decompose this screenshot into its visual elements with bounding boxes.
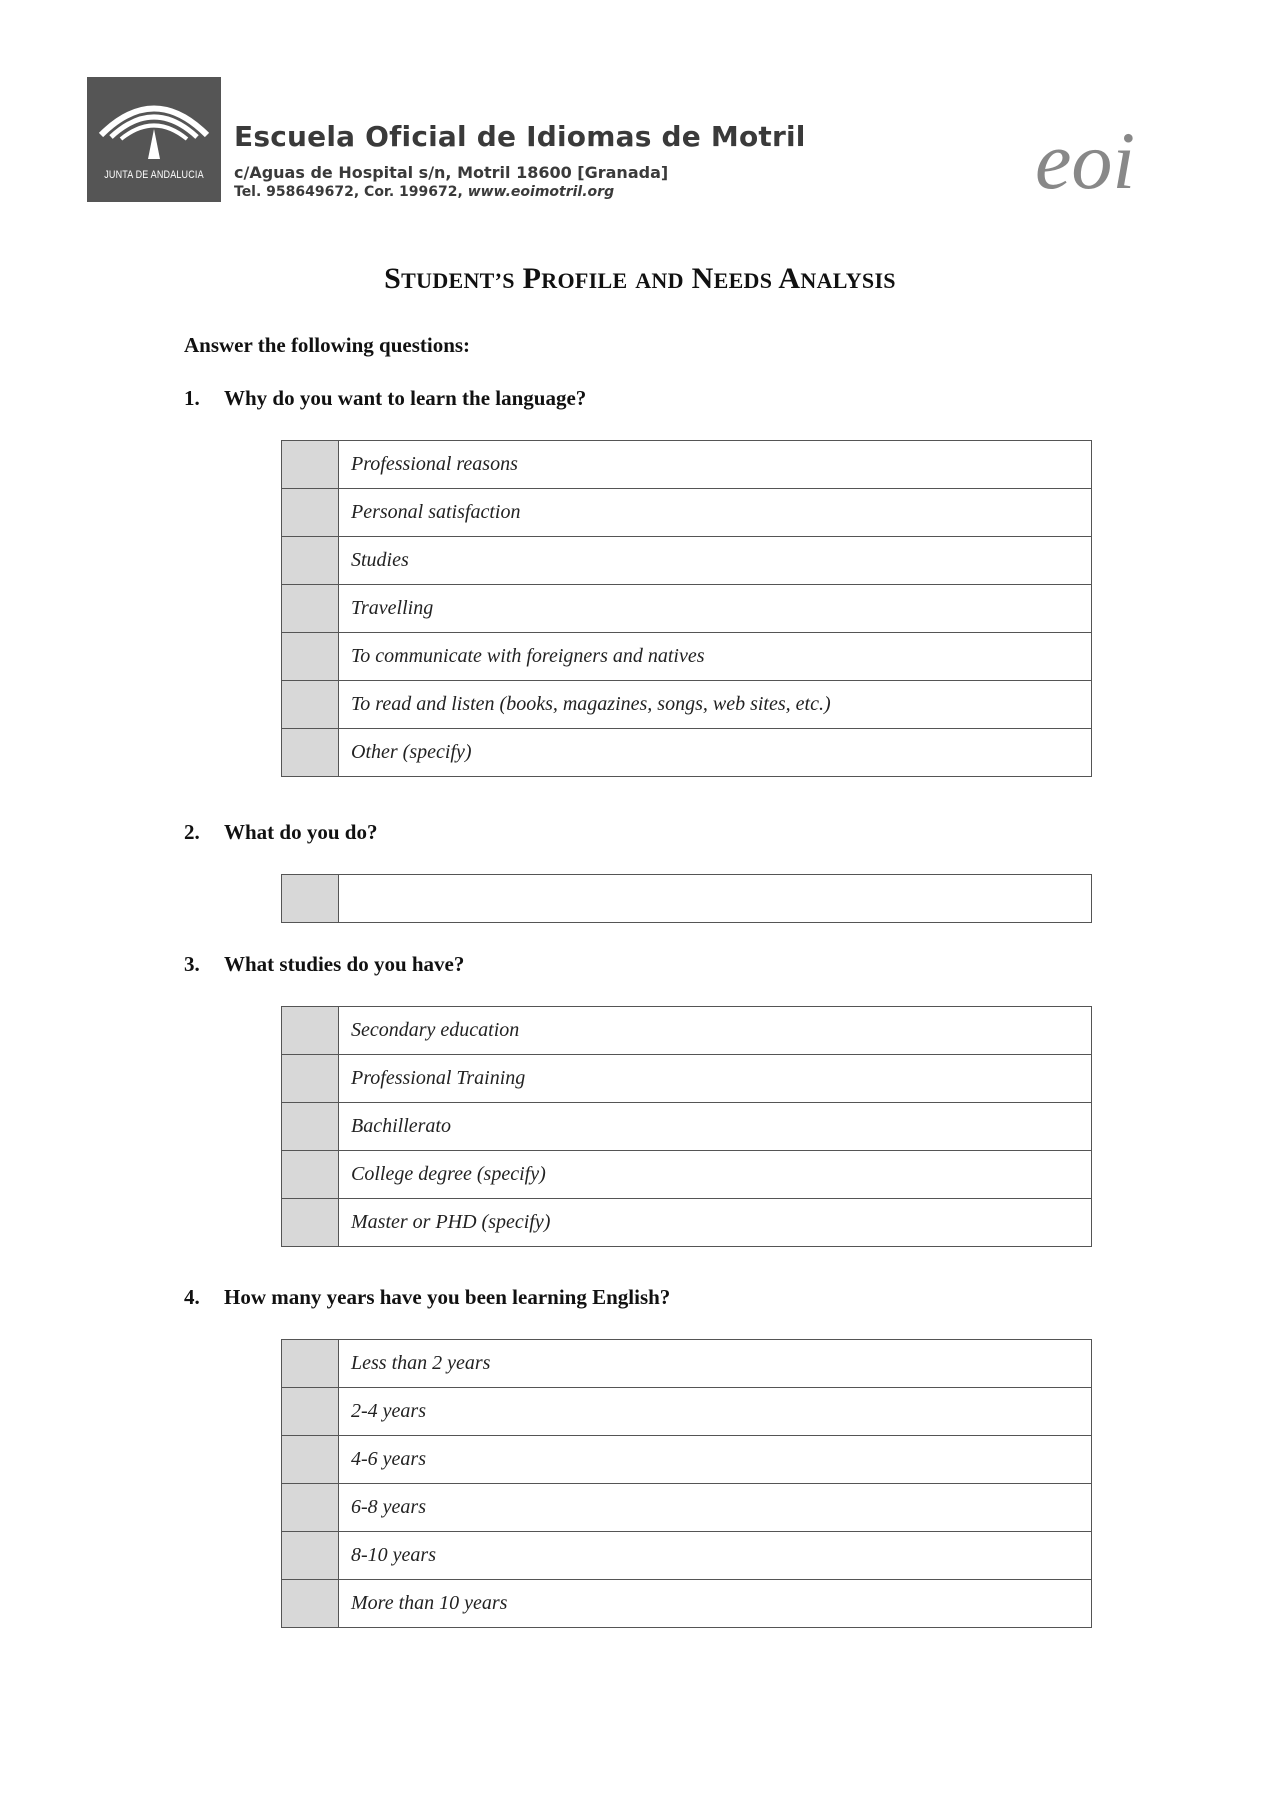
option-checkbox[interactable]	[282, 585, 339, 633]
title-word-5: ANALYSIS	[778, 262, 896, 295]
option-label: Studies	[339, 537, 1092, 585]
option-label: Bachillerato	[339, 1103, 1092, 1151]
school-telephone: Tel. 958649672, Cor. 199672,	[234, 184, 463, 200]
option-checkbox[interactable]	[282, 1151, 339, 1199]
option-checkbox[interactable]	[282, 1055, 339, 1103]
option-label: Other (specify)	[339, 729, 1092, 777]
option-label: To communicate with foreigners and natives	[339, 633, 1092, 681]
question-text: What do you do?	[224, 820, 378, 844]
option-checkbox[interactable]	[282, 875, 339, 923]
option-row	[282, 1388, 1092, 1436]
option-row	[282, 729, 1092, 777]
option-checkbox[interactable]	[282, 1580, 339, 1628]
school-website: www.eoimotril.org	[467, 184, 615, 200]
eoi-logo	[1035, 110, 1175, 204]
question-2	[184, 820, 377, 845]
option-row	[282, 537, 1092, 585]
option-row	[282, 681, 1092, 729]
option-row	[282, 1151, 1092, 1199]
option-row	[282, 633, 1092, 681]
question-4	[184, 1285, 670, 1310]
question-number: 2.	[184, 820, 200, 844]
option-row	[282, 1436, 1092, 1484]
option-label: More than 10 years	[339, 1580, 1092, 1628]
question-number: 1.	[184, 386, 200, 410]
question-number: 4.	[184, 1285, 200, 1309]
eoi-logo-lettering: eoi	[1035, 115, 1136, 200]
option-label: Less than 2 years	[339, 1340, 1092, 1388]
instruction: Answer the following questions:	[184, 333, 471, 357]
option-checkbox[interactable]	[282, 1532, 339, 1580]
option-checkbox[interactable]	[282, 1388, 339, 1436]
logo-caption: JUNTA DE ANDALUCIA	[104, 169, 204, 181]
option-label: 6-8 years	[339, 1484, 1092, 1532]
option-row	[282, 585, 1092, 633]
question-text: How many years have you been learning English?	[224, 1285, 671, 1309]
option-row	[282, 1340, 1092, 1388]
option-label: 4-6 years	[339, 1436, 1092, 1484]
option-checkbox[interactable]	[282, 1103, 339, 1151]
eoi-logo-icon	[1035, 110, 1175, 200]
option-label: Travelling	[339, 585, 1092, 633]
answer-row	[282, 875, 1092, 923]
junta-arch-emblem-icon	[87, 77, 221, 202]
option-checkbox[interactable]	[282, 633, 339, 681]
option-label: To read and listen (books, magazines, songs, web sites, etc.)	[339, 681, 1092, 729]
question-text: What studies do you have?	[224, 952, 465, 976]
school-contact	[234, 184, 614, 200]
option-row	[282, 441, 1092, 489]
option-checkbox[interactable]	[282, 489, 339, 537]
title-word-4: NEEDS	[691, 262, 773, 295]
option-row	[282, 1484, 1092, 1532]
option-checkbox[interactable]	[282, 729, 339, 777]
option-checkbox[interactable]	[282, 1007, 339, 1055]
question-3-options	[281, 1006, 1092, 1247]
option-checkbox[interactable]	[282, 537, 339, 585]
option-label: Secondary education	[339, 1007, 1092, 1055]
option-checkbox[interactable]	[282, 1199, 339, 1247]
option-checkbox[interactable]	[282, 441, 339, 489]
question-number: 3.	[184, 952, 200, 976]
question-3	[184, 952, 464, 977]
junta-de-andalucia-logo	[87, 77, 221, 202]
option-checkbox[interactable]	[282, 1484, 339, 1532]
option-checkbox[interactable]	[282, 681, 339, 729]
option-label: Master or PHD (specify)	[339, 1199, 1092, 1247]
answer-field[interactable]	[339, 875, 1092, 923]
option-label: Professional reasons	[339, 441, 1092, 489]
question-1	[184, 386, 586, 411]
option-label: College degree (specify)	[339, 1151, 1092, 1199]
title-word-3: AND	[635, 268, 684, 293]
option-checkbox[interactable]	[282, 1436, 339, 1484]
title-word-2: PROFILE	[522, 262, 628, 295]
option-label: Professional Training	[339, 1055, 1092, 1103]
option-label: 2-4 years	[339, 1388, 1092, 1436]
question-4-options	[281, 1339, 1092, 1628]
option-row	[282, 1532, 1092, 1580]
option-row	[282, 1199, 1092, 1247]
title-word-1: STUDENT’S	[384, 262, 515, 295]
option-checkbox[interactable]	[282, 1340, 339, 1388]
question-2-options	[281, 874, 1092, 923]
option-label: Personal satisfaction	[339, 489, 1092, 537]
question-text: Why do you want to learn the language?	[224, 386, 587, 410]
option-row	[282, 1055, 1092, 1103]
school-address: c/Aguas de Hospital s/n, Motril 18600 [Granada]	[234, 163, 669, 182]
option-row	[282, 1103, 1092, 1151]
school-name: Escuela Oficial de Idiomas de Motril	[234, 120, 806, 153]
option-label: 8-10 years	[339, 1532, 1092, 1580]
question-1-options	[281, 440, 1092, 777]
page-title	[0, 262, 1280, 296]
option-row	[282, 1007, 1092, 1055]
option-row	[282, 1580, 1092, 1628]
option-row	[282, 489, 1092, 537]
